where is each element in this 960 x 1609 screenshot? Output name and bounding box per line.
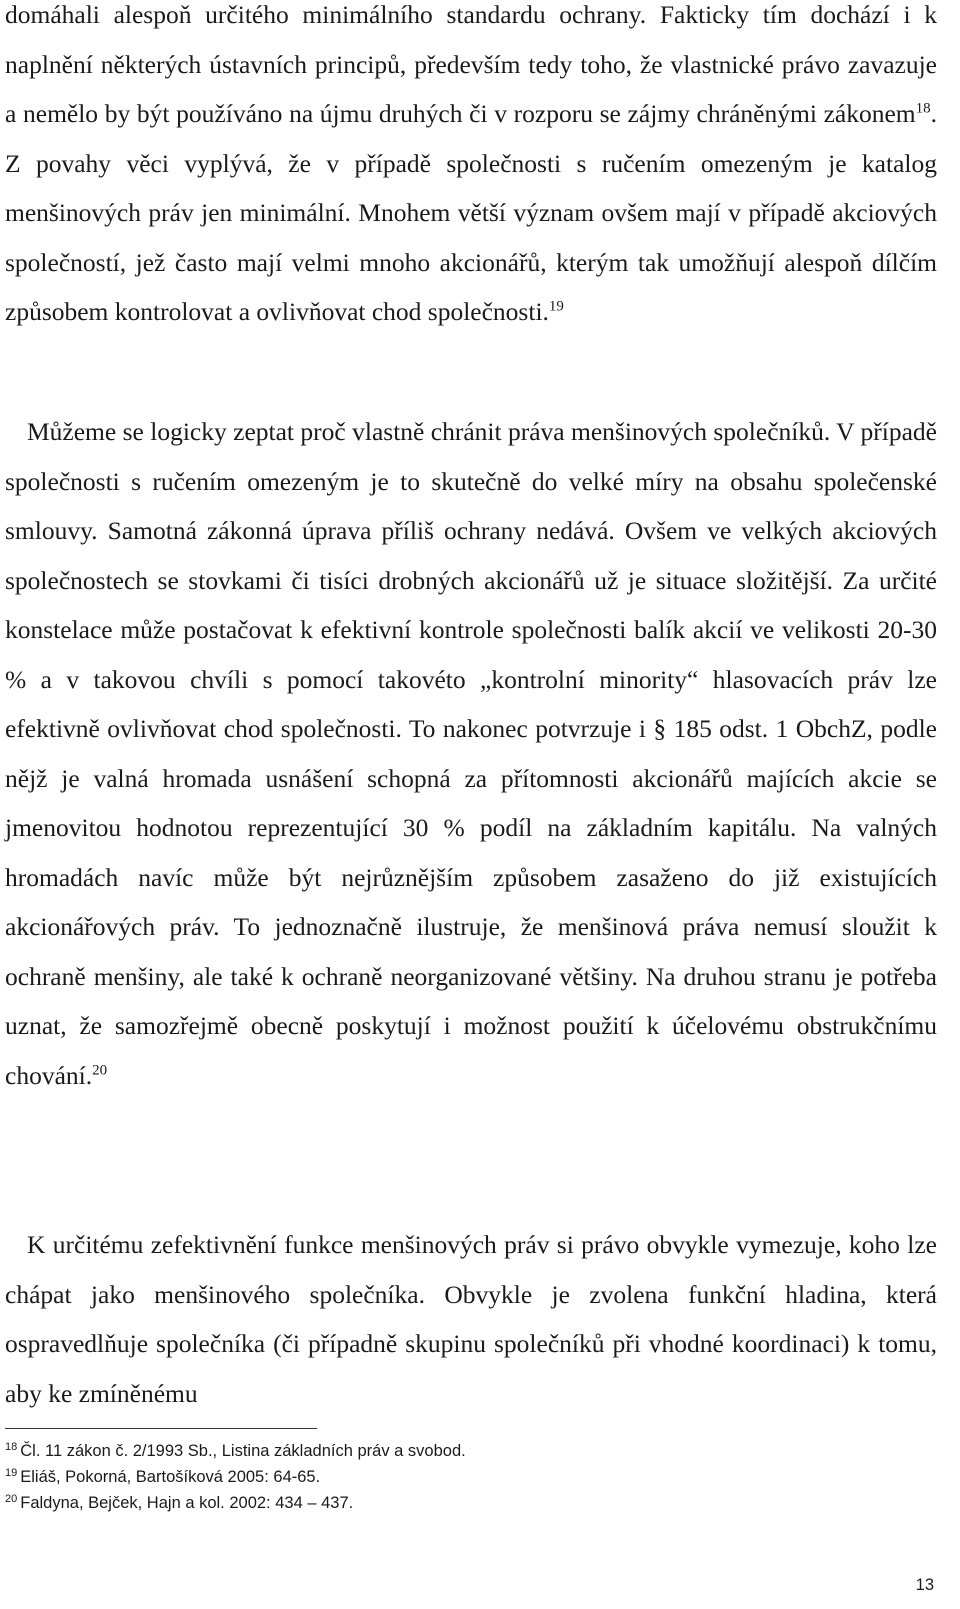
footnote-18 — [5, 1438, 905, 1464]
footnote-number: 18 — [5, 1441, 18, 1453]
footnote-number: 19 — [5, 1467, 18, 1479]
footnote-number: 20 — [5, 1493, 18, 1505]
paragraph-2-text: Můžeme se logicky zeptat proč vlastně chránit práva menšinových společníků. V případě společnosti s ručením omezeným je to skutečně do velké míry na obsahu společenské smlouvy. Samotná zákonná úprava příliš ochrany nedává. Ovšem ve velkých akciových společnostech se stovkami či tisíci drobných akcionářů už je situace složitější. Za určité konstelace může postačovat k efektivní kontrole společnosti balík akcií ve velikosti 20-30 % a v takovou chvíli s pomocí takovéto „kontrolní minority“ hlasovacích práv lze efektivně ovlivňovat chod společnosti. To nakonec potvrzuje i § 185 odst. 1 ObchZ, podle nějž je valná hromada usnášení schopná za přítomnosti akcionářů majících akcie se jmenovitou hodnotou reprezentující 30 % podíl na základním kapitálu. Na valných hromadách navíc může být nejrůznějším způsobem zasaženo do již existujících akcionářových práv. To jednoznačně ilustruje, že menšinová práva nemusí sloužit k ochraně menšiny, ale také k ochraně neorganizované většiny. Na druhou stranu je potřeba uznat, že samozřejmě obecně poskytují i možnost použití k účelovému obstrukčnímu chování. — [5, 417, 937, 1090]
footnote-ref-19: 19 — [548, 298, 564, 315]
footnotes — [5, 1438, 905, 1516]
paragraph-2 — [5, 407, 937, 1100]
paragraph-1 — [5, 0, 937, 337]
footnote-19 — [5, 1464, 905, 1490]
footnote-text: Čl. 11 zákon č. 2/1993 Sb., Listina základních práv a svobod. — [20, 1442, 466, 1460]
footnote-ref-20: 20 — [92, 1062, 108, 1078]
paragraph-3-text: K určitému zefektivnění funkce menšinových práv si právo obvykle vymezuje, koho lze chápat jako menšinového společníka. Obvykle je zvolena funkční hladina, která ospravedlňuje společníka (či případně skupinu společníků při vhodné koordinaci) k tomu, aby ke zmíněnému — [5, 1230, 937, 1408]
footnote-text: Faldyna, Bejček, Hajn a kol. 2002: 434 – 437. — [20, 1494, 354, 1512]
footnote-20 — [5, 1490, 905, 1516]
paragraph-1-text-continued: . Z povahy věci vyplývá, že v případě společnosti s ručením omezeným je katalog menšinových práv jen minimální. Mnohem větší význam ovšem mají v případě akciových společností, jež často mají velmi mnoho akcionářů, kterým tak umožňují alespoň dílčím způsobem kontrolovat a ovlivňovat chod společnosti. — [5, 99, 937, 326]
footnote-text: Eliáš, Pokorná, Bartošíková 2005: 64-65. — [20, 1468, 321, 1486]
paragraph-1-text: domáhali alespoň určitého minimálního standardu ochrany. Fakticky tím dochází i k naplnění některých ústavních principů, především tedy toho, že vlastnické právo zavazuje a nemělo by být používáno na újmu druhých či v rozporu se zájmy chráněnými zákonem — [5, 0, 937, 128]
footnote-divider — [5, 1428, 317, 1429]
paragraph-3 — [5, 1220, 937, 1418]
footnote-ref-18: 18 — [915, 100, 931, 117]
page-number: 13 — [915, 1576, 934, 1594]
